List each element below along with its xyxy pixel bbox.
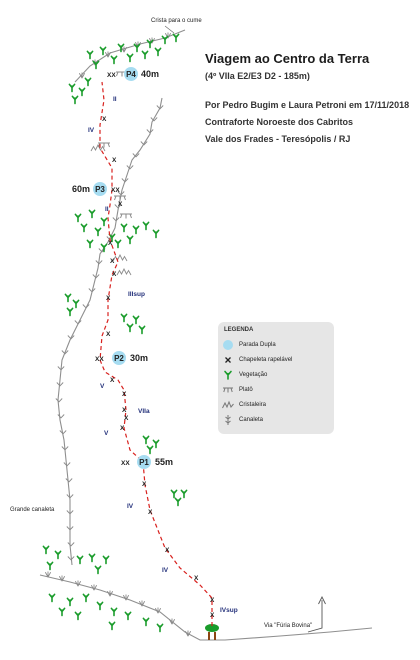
route-author-date: Por Pedro Bugim e Laura Petroni em 17/11/2018 — [205, 100, 410, 110]
legend-title: LEGENDA — [224, 327, 254, 333]
belay-p3-xx: XX — [111, 187, 120, 194]
legend-label: Platô — [239, 387, 253, 393]
legend-item-chapeleta — [222, 354, 292, 366]
grade-label: IVsup — [220, 607, 238, 614]
via-furia-label: Via "Fúria Bovina" — [264, 623, 313, 629]
bolt-x: X — [108, 240, 113, 247]
belay-p1 — [121, 455, 173, 469]
legend-label: Canaleta — [239, 417, 264, 423]
grade-label: VIIa — [138, 408, 150, 415]
route-grade: (4º VIIa E2/E3 D2 - 185m) — [205, 71, 310, 81]
belay-p3-length: 60m — [72, 184, 91, 194]
legend-box — [218, 322, 334, 434]
legend-item-canaleta — [222, 414, 263, 426]
route-title: Viagem ao Centro da Terra — [205, 51, 370, 66]
belay-p2-id: P2 — [114, 354, 124, 363]
legend-item-cristaleira — [222, 399, 266, 411]
pitch-grades — [88, 96, 238, 614]
belay-p4-id: P4 — [126, 70, 136, 79]
grade-label: V — [104, 430, 109, 437]
crystals-icon — [222, 399, 234, 411]
bolt-x: X — [110, 377, 115, 384]
belay-p1-xx: XX — [121, 460, 130, 467]
bolt-x: X — [165, 547, 170, 554]
bolt-x: X — [210, 597, 215, 604]
bolt-x: X — [112, 271, 117, 278]
route-region: Vale dos Frades - Teresópolis / RJ — [205, 134, 351, 144]
legend-label: Vegetação — [239, 372, 268, 378]
grade-label: V — [100, 383, 105, 390]
bolt-x: X — [110, 258, 115, 265]
belay-p1-id: P1 — [139, 458, 149, 467]
grade-label: IIIsup — [128, 291, 145, 298]
crista-label: Crista para o cume — [151, 18, 202, 24]
crista-pointer — [165, 26, 174, 33]
belay-p2 — [95, 351, 148, 365]
ledge-icon — [222, 384, 234, 396]
bolt-x: X — [122, 407, 127, 414]
legend-label: Cristaleira — [239, 402, 267, 408]
grande-canaleta-label: Grande canaleta — [10, 507, 55, 513]
gully-icon — [222, 414, 234, 426]
belay-p3-id: P3 — [95, 185, 105, 194]
belay-p4-xx: XX — [107, 72, 116, 79]
legend-item-parada — [222, 339, 276, 351]
bolt-x: X — [210, 612, 215, 619]
bolt-x: X — [148, 509, 153, 516]
bolt-x: X — [106, 295, 111, 302]
bolt-x: X — [124, 415, 129, 422]
bolt-x: X — [118, 201, 123, 208]
route-location: Contraforte Noroeste dos Cabritos — [205, 117, 354, 127]
bolt-x: X — [112, 157, 117, 164]
bolt-x: X — [120, 425, 125, 432]
vegetation-patches — [43, 34, 186, 631]
belay-p1-length: 55m — [155, 457, 174, 467]
bolt-x: X — [142, 481, 147, 488]
legend-item-plato — [222, 384, 253, 396]
bolt-x: X — [194, 575, 199, 582]
grade-label: IV — [162, 567, 169, 574]
bolt-x: X — [106, 331, 111, 338]
belay-p4-length: 40m — [141, 69, 160, 79]
bolt-x-icon — [222, 354, 234, 366]
legend-item-vegetacao — [222, 369, 267, 381]
vegetation-icon — [222, 369, 234, 381]
belay-circle-icon — [222, 339, 234, 351]
grade-label: II — [113, 96, 117, 103]
start-tree-icon — [205, 624, 219, 640]
grade-label: IV — [127, 503, 134, 510]
bolt-x: X — [102, 116, 107, 123]
belay-p3 — [72, 182, 120, 196]
belay-p2-length: 30m — [130, 353, 149, 363]
grade-label: II — [105, 206, 109, 213]
bolt-x: X — [122, 391, 127, 398]
legend-label: Parada Dupla — [239, 342, 276, 348]
belay-p4 — [107, 67, 159, 81]
belay-p2-xx: XX — [95, 356, 104, 363]
legend-label: Chapeleta rapelável — [239, 357, 293, 363]
grade-label: IV — [88, 127, 95, 134]
